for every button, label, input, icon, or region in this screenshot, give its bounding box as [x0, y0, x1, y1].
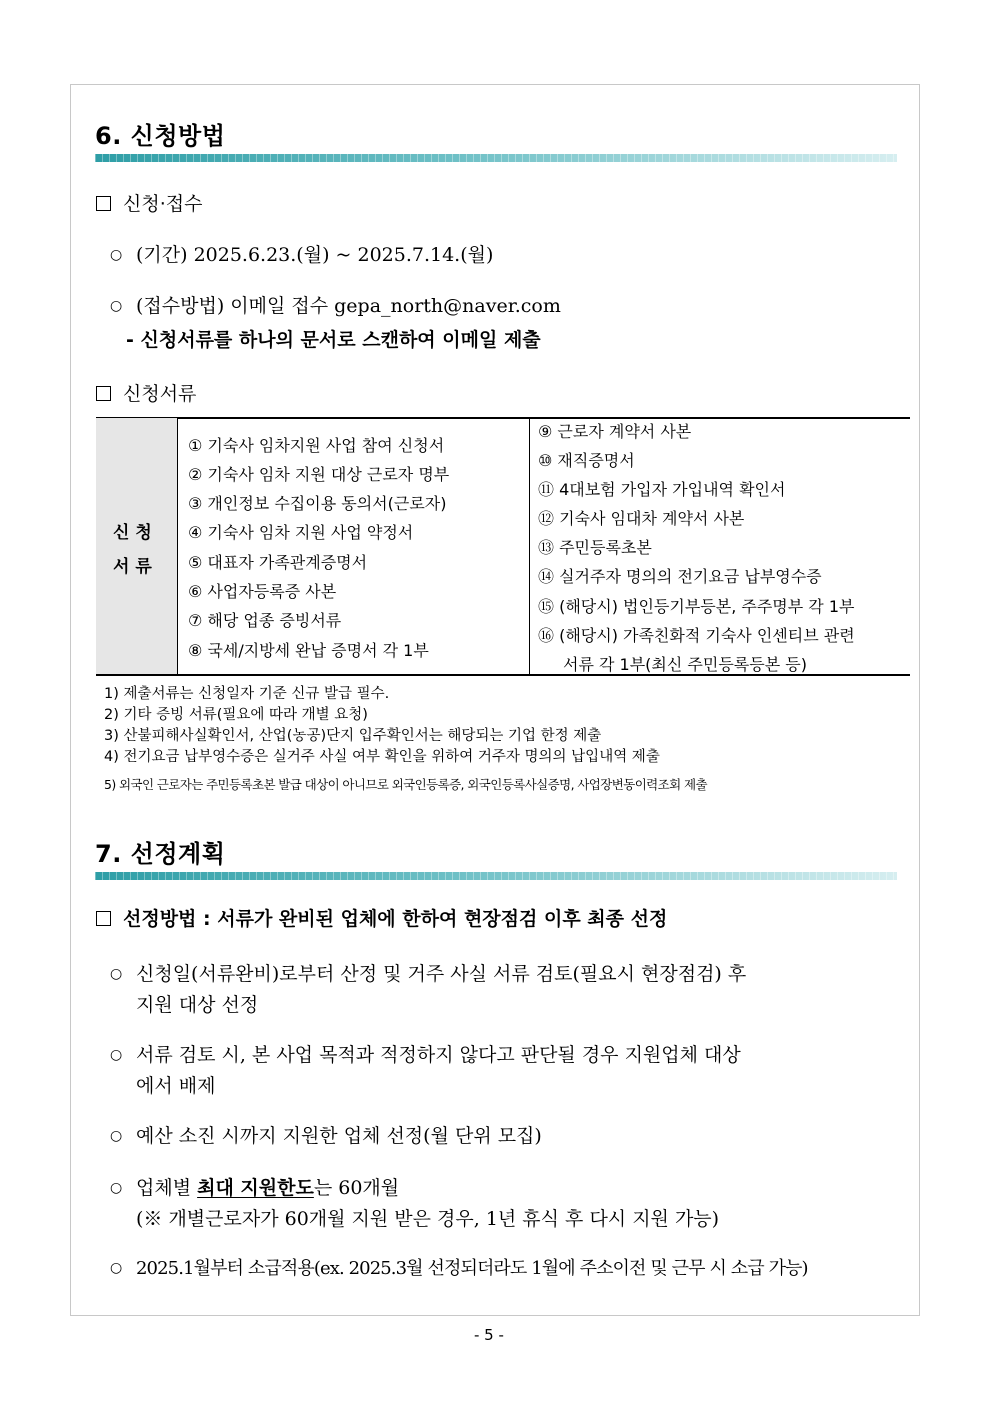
- documents-note: 5) 외국인 근로자는 주민등록초본 발급 대상이 아니므로 외국인등록증, 외국인등록사실증명, 사업장변동이력조회 제출: [104, 777, 707, 792]
- documents-right-item: ⑮ (해당시) 법인등기부등본, 주주명부 각 1부: [538, 597, 855, 616]
- documents-left-item: ⑥ 사업자등록증 사본: [188, 582, 337, 601]
- selection-bullet-continuation: 에서 배제: [136, 1075, 216, 1097]
- section-6-title: 6. 신청방법: [95, 122, 226, 150]
- documents-note: 4) 전기요금 납부영수증은 실거주 사실 여부 확인을 위하여 거주자 명의의 납입내역 제출: [104, 749, 660, 765]
- documents-table-top-border: [96, 417, 910, 419]
- section-7-title-bar: [95, 872, 897, 880]
- selection-bullet-text: 예산 소진 시까지 지원한 업체 선정(월 단위 모집): [136, 1125, 542, 1147]
- receipt-heading: [96, 189, 202, 216]
- selection-bullet-continuation: 지원 대상 선정: [136, 994, 259, 1016]
- documents-right-item: 서류 각 1부(최신 주민등록등본 등): [563, 655, 807, 674]
- documents-note: 1) 제출서류는 신청일자 기준 신규 발급 필수.: [104, 686, 390, 702]
- section-6-title-bar: [95, 154, 897, 162]
- selection-bullet: [110, 1040, 741, 1067]
- documents-table-column-divider: [529, 418, 530, 674]
- receipt-method: [110, 291, 561, 318]
- circle-bullet-icon: ○: [110, 966, 123, 982]
- documents-right-item: ⑫ 기숙사 임대차 계약서 사본: [538, 509, 745, 528]
- documents-right-item: ⑩ 재직증명서: [538, 451, 635, 470]
- documents-left-item: ⑤ 대표자 가족관계증명서: [188, 553, 368, 572]
- section-7-title: 7. 선정계획: [95, 840, 226, 868]
- selection-bullet-text: 는 60개월: [313, 1177, 400, 1199]
- documents-right-item: ⑯ (해당시) 가족친화적 기숙사 인센티브 관련: [538, 626, 855, 645]
- selection-bullet-text: 신청일(서류완비)로부터 산정 및 거주 사실 서류 검토(필요시 현장점검) 후: [136, 963, 747, 985]
- checkbox-square-icon: [96, 911, 111, 926]
- receipt-period-text: (기간) 2025.6.23.(월) ~ 2025.7.14.(월): [136, 244, 494, 266]
- checkbox-square-icon: [96, 386, 111, 401]
- selection-bullet: [110, 959, 746, 986]
- documents-left-item: ③ 개인정보 수집이용 동의서(근로자): [188, 494, 447, 513]
- page-number: - 5 -: [474, 1326, 504, 1344]
- documents-left-item: ④ 기숙사 임차 지원 사업 약정서: [188, 523, 414, 542]
- documents-heading: [96, 379, 196, 406]
- selection-bullet-text: 업체별: [136, 1177, 198, 1199]
- selection-bullet-text: 2025.1월부터 소급적용(ex. 2025.3월 선정되더라도 1월에 주소이전 및 근무 시 소급 가능): [136, 1258, 808, 1279]
- circle-bullet-icon: ○: [110, 247, 123, 263]
- receipt-method-text: (접수방법) 이메일 접수 gepa_north@naver.com: [136, 295, 561, 317]
- selection-method-heading: [96, 904, 667, 931]
- selection-bullet: [110, 1121, 542, 1148]
- documents-right-item: ⑬ 주민등록초본: [538, 538, 652, 557]
- documents-label-line1: 신 청: [113, 523, 152, 543]
- documents-left-item: ⑧ 국세/지방세 완납 증명서 각 1부: [188, 641, 429, 660]
- circle-bullet-icon: ○: [110, 298, 123, 314]
- selection-bullet: [110, 1173, 399, 1200]
- circle-bullet-icon: ○: [110, 1260, 122, 1276]
- selection-bullet: [110, 1254, 808, 1280]
- documents-right-item: ⑪ 4대보험 가입자 가입내역 확인서: [538, 480, 786, 499]
- receipt-heading-text: 신청·접수: [123, 193, 203, 215]
- max-support-limit-emphasis: 최대 지원한도: [197, 1177, 314, 1199]
- documents-left-item: ② 기숙사 임차 지원 대상 근로자 명부: [188, 465, 450, 484]
- circle-bullet-icon: ○: [110, 1180, 123, 1196]
- documents-left-item: ① 기숙사 임차지원 사업 참여 신청서: [188, 436, 445, 455]
- circle-bullet-icon: ○: [110, 1128, 123, 1144]
- documents-note: 3) 산불피해사실확인서, 산업(농공)단지 입주확인서는 해당되는 기업 한정 제출: [104, 728, 602, 744]
- receipt-method-note: - 신청서류를 하나의 문서로 스캔하여 이메일 제출: [126, 329, 541, 351]
- documents-table-label-cell: [96, 418, 178, 674]
- documents-left-item: ⑦ 해당 업종 증빙서류: [188, 611, 342, 630]
- documents-right-item: ⑨ 근로자 계약서 사본: [538, 422, 692, 441]
- selection-bullet-continuation: (※ 개별근로자가 60개월 지원 받은 경우, 1년 휴식 후 다시 지원 가능): [136, 1208, 720, 1230]
- documents-note: 2) 기타 증빙 서류(필요에 따라 개별 요청): [104, 707, 368, 723]
- circle-bullet-icon: ○: [110, 1047, 123, 1063]
- checkbox-square-icon: [96, 196, 111, 211]
- selection-bullet-text: 서류 검토 시, 본 사업 목적과 적정하지 않다고 판단될 경우 지원업체 대상: [136, 1044, 741, 1066]
- receipt-period: [110, 240, 493, 267]
- selection-method-heading-text: 선정방법 : 서류가 완비된 업체에 한하여 현장점검 이후 최종 선정: [123, 908, 668, 930]
- documents-right-item: ⑭ 실거주자 명의의 전기요금 납부영수증: [538, 567, 822, 586]
- documents-heading-text: 신청서류: [123, 383, 197, 405]
- documents-label-line2: 서 류: [113, 557, 152, 577]
